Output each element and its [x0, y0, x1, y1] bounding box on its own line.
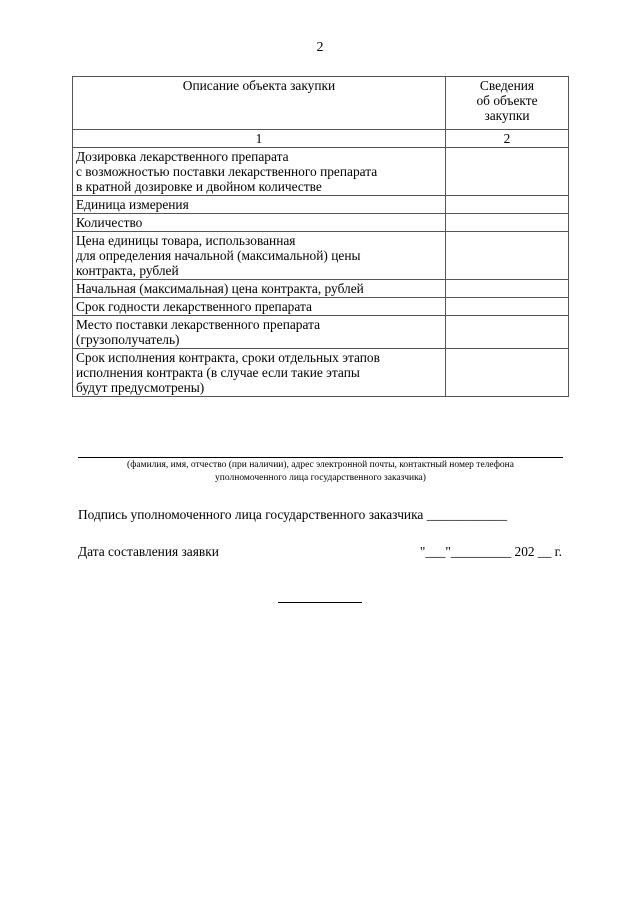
table-row [73, 349, 569, 397]
column-number-row [73, 130, 569, 148]
table-row [73, 196, 569, 214]
row-label-delivery-place: Место поставки лекарственного препарата (грузополучатель) [73, 316, 446, 349]
row-label-unit-price: Цена единицы товара, использованная для определения начальной (максимальной) цены контракта, рублей [73, 232, 446, 280]
table-row [73, 214, 569, 232]
row-label-shelf-life: Срок годности лекарственного препарата [73, 298, 446, 316]
procurement-table [72, 76, 569, 397]
header-info: Сведения об объекте закупки [446, 77, 569, 130]
column-number-1: 1 [73, 130, 446, 148]
table-row [73, 232, 569, 280]
column-number-2: 2 [446, 130, 569, 148]
row-value-cell [446, 148, 569, 196]
row-value-cell [446, 232, 569, 280]
table-row [73, 316, 569, 349]
row-label-unit: Единица измерения [73, 196, 446, 214]
date-value: "___"_________ 202 __ г. [419, 544, 562, 559]
row-value-cell [446, 316, 569, 349]
table-row [73, 280, 569, 298]
name-fill-line [78, 457, 563, 458]
table-header-row [73, 77, 569, 130]
table-row [73, 148, 569, 196]
row-label-quantity: Количество [73, 214, 446, 232]
date-label: Дата составления заявки [78, 544, 219, 559]
row-value-cell [446, 280, 569, 298]
name-fill-caption: (фамилия, имя, отчество (при наличии), адрес электронной почты, контактный номер телефона уполномоченного лица государственного заказчика) [127, 460, 514, 483]
row-value-cell [446, 196, 569, 214]
row-value-cell [446, 214, 569, 232]
row-label-contract-term: Срок исполнения контракта, сроки отдельных этапов исполнения контракта (в случае если такие этапы будут предусмотрены) [73, 349, 446, 397]
row-value-cell [446, 298, 569, 316]
header-description: Описание объекта закупки [73, 77, 446, 130]
row-label-dosage: Дозировка лекарственного препарата с возможностью поставки лекарственного препарата в кратной дозировке и двойном количестве [73, 148, 446, 196]
page-number: 2 [316, 40, 324, 55]
end-separator-line [278, 602, 362, 603]
signature-line: Подпись уполномоченного лица государственного заказчика ____________ [78, 507, 508, 522]
table-row [73, 298, 569, 316]
row-value-cell [446, 349, 569, 397]
row-label-initial-price: Начальная (максимальная) цена контракта, рублей [73, 280, 446, 298]
